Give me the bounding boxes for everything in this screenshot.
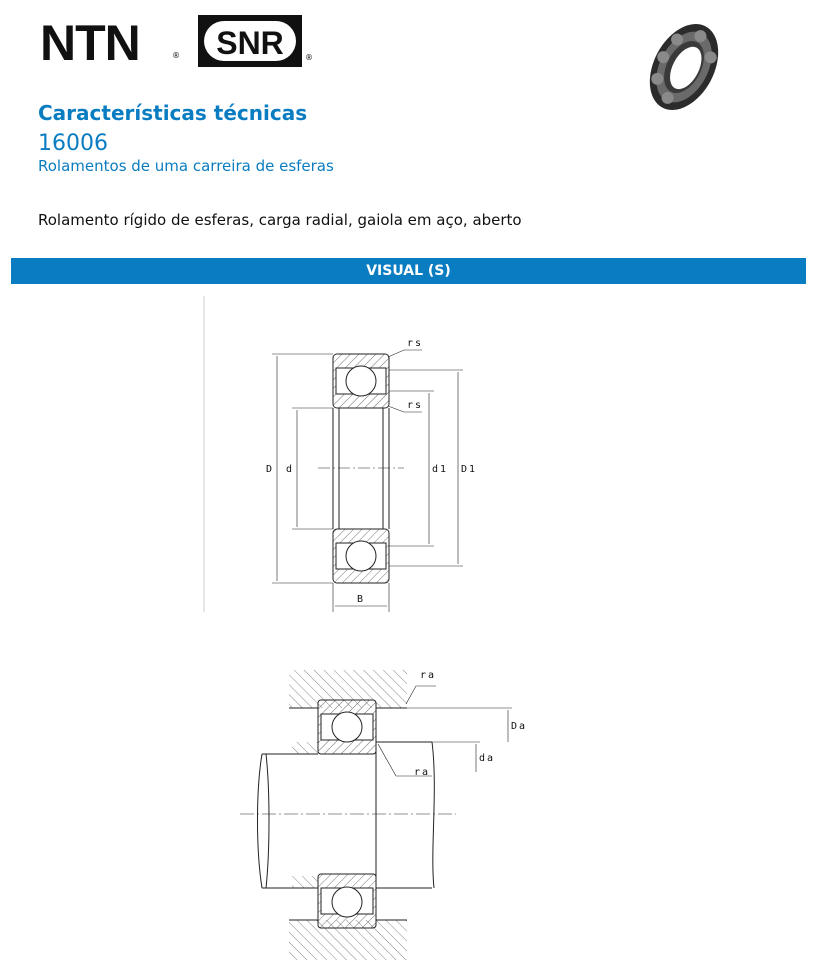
product-description: Rolamento rígido de esferas, carga radial, gaiola em aço, aberto: [38, 211, 522, 229]
label-B: B: [357, 594, 366, 605]
label-D: D: [266, 464, 275, 475]
label-d1: d1: [432, 464, 449, 475]
label-da: da: [479, 753, 496, 764]
bearing-section-view: [204, 296, 463, 612]
bearing-mounting-view: [240, 670, 512, 960]
page-title: Características técnicas: [38, 101, 308, 125]
svg-text:®: ®: [172, 51, 180, 60]
section-header-label: VISUAL (S): [366, 263, 451, 279]
svg-text:®: ®: [305, 53, 313, 62]
technical-drawings: [0, 290, 822, 978]
label-d: d: [286, 464, 295, 475]
product-category: Rolamentos de uma carreira de esferas: [38, 157, 334, 175]
product-code: 16006: [38, 131, 108, 156]
ntn-snr-logo: [38, 14, 328, 70]
ball-bearing-icon: [632, 12, 732, 122]
label-Da: Da: [511, 721, 528, 732]
logo-ntn-text: NTN: [40, 15, 140, 70]
section-header-visual: [11, 258, 806, 284]
label-rs-top: rs: [407, 338, 424, 349]
logo-snr-text: SNR: [216, 25, 284, 61]
label-rs-inner: rs: [407, 400, 424, 411]
label-D1: D1: [461, 464, 478, 475]
label-ra-shaft: ra: [414, 767, 431, 778]
label-ra-top: ra: [420, 670, 437, 681]
